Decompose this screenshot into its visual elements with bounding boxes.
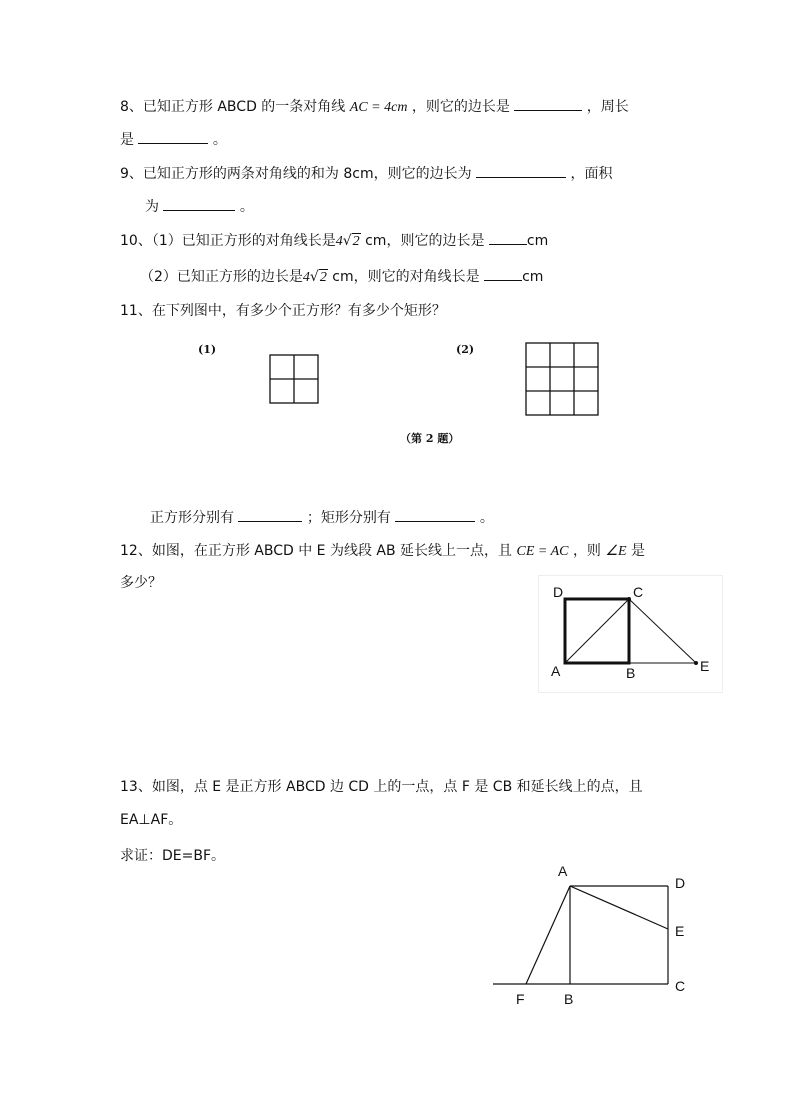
q11-answer — [150, 507, 494, 528]
q11-fig1-label: (1) — [198, 343, 217, 356]
q12-diagonal-ac — [565, 599, 629, 663]
q13-label-a: A — [558, 863, 568, 879]
q12-angle: ∠E — [605, 544, 627, 559]
q8-perimeter-blank[interactable] — [138, 129, 208, 144]
q12-label-a: A — [551, 663, 561, 679]
q11-caption: （第 2 题） — [400, 432, 460, 445]
q10-part1-coef: 4 — [335, 234, 343, 249]
q12-label-e: E — [700, 658, 710, 674]
q11-grid-3x3 — [526, 343, 598, 415]
q13-segment-af — [526, 886, 570, 984]
q12-label-b: B — [626, 665, 636, 681]
q8-end: ，周长 — [586, 99, 629, 115]
q12-figure — [538, 575, 723, 693]
q13-line2: EA⊥AF。 — [120, 812, 183, 828]
q10-part2-mid: cm，则它的对角线长是 — [332, 269, 480, 285]
q10-part1-pre: 10、（1）已知正方形的对角线长是 — [120, 233, 336, 249]
q9-line2 — [145, 196, 254, 217]
q11-squares-blank[interactable] — [238, 507, 302, 522]
q13-label-d: D — [675, 875, 686, 891]
q13-figure — [490, 860, 700, 1010]
q13-label-c: C — [675, 978, 686, 994]
q12-label-c: C — [633, 584, 644, 600]
q12-point-c — [627, 597, 631, 601]
q12-equation: CE = AC — [516, 544, 569, 559]
q9-end: ，面积 — [570, 166, 613, 182]
q12-label-d: D — [553, 584, 564, 600]
q10-part1-unit: cm — [526, 233, 549, 249]
q9-side-blank[interactable] — [476, 163, 566, 178]
q12-pre: 12、如图，在正方形 ABCD 中 E 为线段 AB 延长线上一点，且 — [120, 543, 513, 559]
q10-part2 — [140, 266, 543, 288]
q12-mid: ，则 — [572, 543, 601, 559]
q11-answer-mid: ；矩形分别有 — [306, 510, 391, 526]
q11-fig2-label: (2) — [456, 343, 475, 356]
q10-part2-radicand: 2 — [319, 270, 327, 285]
q13-segment-ae — [570, 886, 668, 929]
q9-line2-end: 。 — [239, 199, 254, 215]
q8-side-blank[interactable] — [514, 96, 582, 111]
q9-line1 — [120, 163, 613, 184]
sqrt-icon: √ — [309, 269, 319, 285]
q10-part1-radicand: 2 — [352, 234, 360, 249]
q13-line1: 13、如图，点 E 是正方形 ABCD 边 CD 上的一点，点 F 是 CB 和延长线上的点，且 — [120, 779, 643, 795]
q11-answer-pre: 正方形分别有 — [150, 510, 234, 526]
q11-rectangles-blank[interactable] — [395, 507, 475, 522]
q13-label-f: F — [516, 991, 525, 1007]
q10-part2-pre: （2）已知正方形的边长是 — [140, 269, 303, 285]
q8-equation: AC = 4cm — [349, 100, 408, 115]
q8-line2-pre: 是 — [120, 132, 134, 148]
q10-part2-unit: cm — [522, 269, 544, 285]
q13-label-b: B — [564, 991, 574, 1007]
q9-area-blank[interactable] — [163, 196, 235, 211]
q9-prefix: 9、已知正方形的两条对角线的和为 8cm，则它的边长为 — [120, 166, 472, 182]
q10-part2-blank[interactable] — [484, 266, 522, 281]
q8-line1 — [120, 96, 629, 118]
q12-segment-ce — [629, 599, 696, 663]
q12-line1 — [120, 541, 645, 562]
q11-grid-2x2 — [270, 355, 318, 403]
q11-figure — [180, 335, 640, 455]
q13-label-e: E — [675, 923, 685, 939]
q10-part1-blank[interactable] — [489, 230, 527, 245]
q13-line3: 求证：DE=BF。 — [120, 848, 226, 864]
q8-line2 — [120, 129, 227, 150]
q8-mid: ，则它的边长是 — [411, 99, 510, 115]
q12-line2: 多少？ — [120, 575, 162, 591]
q10-part1 — [120, 230, 548, 252]
q11-text: 11、在下列图中，有多少个正方形？有多少个矩形？ — [120, 303, 446, 319]
q12-point-e — [694, 661, 698, 665]
q10-part1-mid: cm，则它的边长是 — [365, 233, 485, 249]
sqrt-icon: √ — [342, 233, 352, 249]
q12-end: 是 — [630, 543, 645, 559]
q10-part2-coef: 4 — [302, 270, 310, 285]
q9-line2-pre: 为 — [145, 199, 159, 215]
q8-line2-end: 。 — [212, 132, 227, 148]
q8-prefix: 8、已知正方形 ABCD 的一条对角线 — [120, 99, 346, 115]
q11-answer-end: 。 — [479, 510, 494, 526]
